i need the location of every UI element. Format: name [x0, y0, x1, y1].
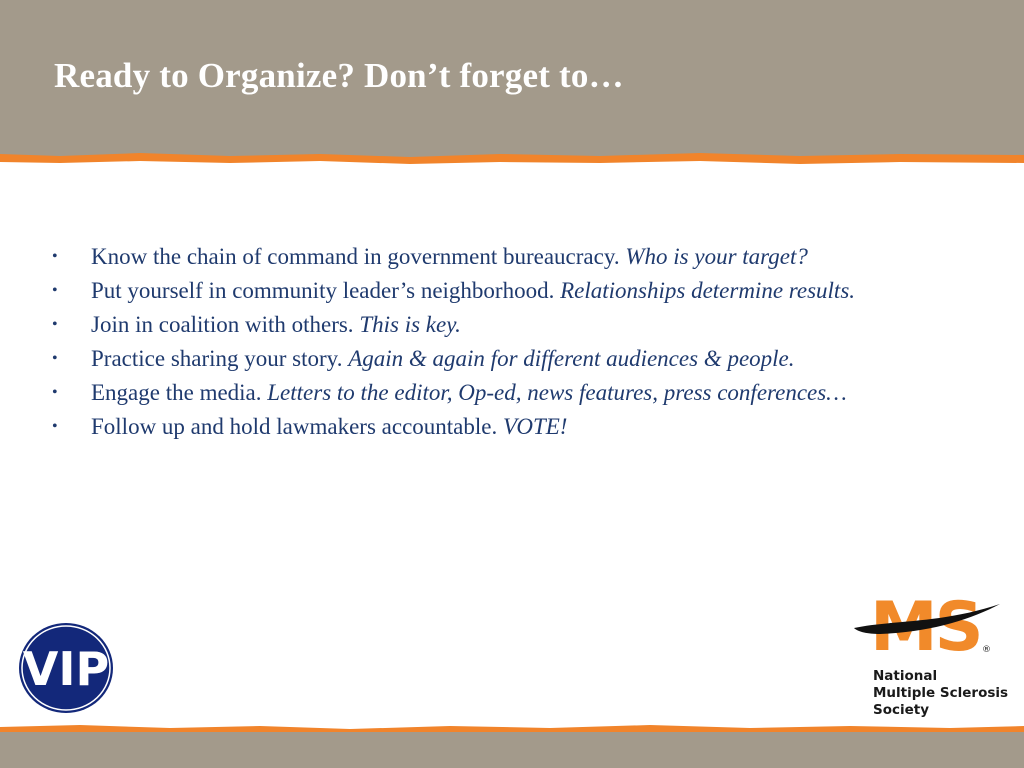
bullet-marker: •	[52, 418, 58, 435]
bullet-text: Follow up and hold lawmakers accountable.	[91, 414, 503, 439]
bullet-item	[52, 376, 992, 410]
bullet-text: Put yourself in community leader’s neighborhood.	[91, 278, 561, 303]
bullet-emphasis: Again & again for different audiences & people.	[348, 346, 795, 371]
registered-mark: ®	[982, 645, 991, 655]
bullet-emphasis: Letters to the editor, Op-ed, news features, press conferences…	[267, 380, 847, 405]
bullet-emphasis: This is key.	[359, 312, 461, 337]
ms-logo-letters: MS	[870, 590, 981, 660]
bullet-marker: •	[52, 316, 58, 333]
ms-name-line: National	[873, 668, 938, 684]
bullet-emphasis: VOTE!	[502, 414, 568, 439]
bullet-text: Join in coalition with others.	[91, 312, 360, 337]
bullet-marker: •	[52, 282, 58, 299]
bullet-item	[52, 274, 992, 308]
bullet-text: Practice sharing your story.	[91, 346, 349, 371]
slide-title: Ready to Organize? Don’t forget to…	[54, 56, 624, 95]
bullet-text: Engage the media.	[91, 380, 268, 405]
slide-footer	[0, 732, 1024, 768]
bullet-marker: •	[52, 384, 58, 401]
bullet-marker: •	[52, 350, 58, 367]
header-orange-stripe	[0, 150, 1024, 168]
bullet-marker: •	[52, 248, 58, 265]
bullet-item	[52, 240, 992, 274]
ms-society-name	[873, 668, 1008, 719]
ms-name-line: Society	[873, 702, 930, 718]
bullet-item	[52, 342, 992, 376]
bullet-text: Know the chain of command in government bureaucracy.	[91, 244, 626, 269]
bullet-list	[52, 240, 992, 444]
bullet-item	[52, 410, 992, 444]
bullet-emphasis: Relationships determine results.	[560, 278, 856, 303]
ms-logo-mark	[850, 590, 1010, 660]
bullet-emphasis: Who is your target?	[625, 244, 808, 269]
ms-name-line: Multiple Sclerosis	[873, 685, 1009, 701]
bullet-item	[52, 308, 992, 342]
vip-logo-text: VIP	[22, 642, 110, 696]
vip-logo	[17, 622, 115, 714]
